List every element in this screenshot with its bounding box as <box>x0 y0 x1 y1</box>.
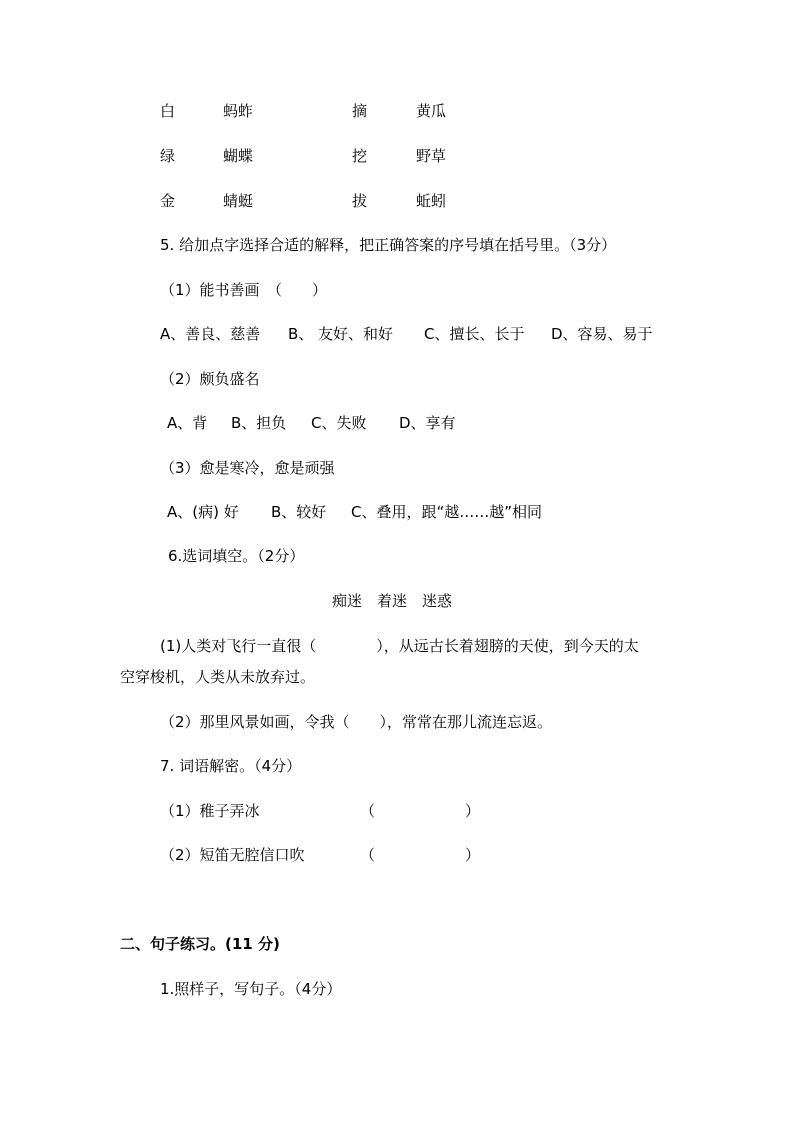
section-2-q1: 1.照样子，写句子。（4分） <box>160 980 342 998</box>
q5-opt2-d: D、享有 <box>399 414 456 432</box>
word-3-b: 蜻蜓 <box>223 192 254 210</box>
q5-sub2: （2）颇负盛名 <box>160 370 260 388</box>
word-1-a: 白 <box>160 102 176 120</box>
q6-sentence-2: （2）那里风景如画，令我（ ），常常在那儿流连忘返。 <box>160 713 553 731</box>
q6-sentence-1: (1)人类对飞行一直很（ ），从远古长着翅膀的天使，到今天的太 <box>160 637 639 655</box>
q6-title: 6.选词填空。（2分） <box>168 547 305 565</box>
word-1-b: 蚂蚱 <box>223 102 254 120</box>
word-1-d: 黄瓜 <box>416 102 447 120</box>
q5-title: 5. 给加点字选择合适的解释，把正确答案的序号填在括号里。（3分） <box>160 236 617 254</box>
q5-opt1-a: A、善良、慈善 <box>160 325 261 343</box>
word-2-b: 蝴蝶 <box>223 147 254 165</box>
word-3-c: 拔 <box>352 192 368 210</box>
word-2-d: 野草 <box>416 147 447 165</box>
q5-opt3-c: C、叠用，跟“越……越”相同 <box>351 503 543 521</box>
q5-opt2-a: A、背 <box>167 414 208 432</box>
q5-opt1-d: D、容易、易于 <box>551 325 653 343</box>
word-1-c: 摘 <box>352 102 368 120</box>
q6-word-bank: 痴迷 着迷 迷惑 <box>332 592 453 610</box>
q5-sub1: （1）能书善画 （ ） <box>160 281 328 299</box>
word-2-c: 挖 <box>352 147 368 165</box>
word-3-d: 蚯蚓 <box>416 192 447 210</box>
q5-opt2-b: B、担负 <box>231 414 287 432</box>
q5-sub3: （3）愈是寒冷，愈是顽强 <box>160 459 335 477</box>
q5-opt3-a: A、(病) 好 <box>167 503 239 521</box>
q5-opt2-c: C、失败 <box>311 414 367 432</box>
section-2-heading: 二、句子练习。(11 分) <box>120 935 280 953</box>
word-2-a: 绿 <box>160 147 176 165</box>
q7-answer-blank-2: （ ） <box>360 846 481 864</box>
q7-answer-blank-1: （ ） <box>360 802 481 820</box>
q7-title: 7. 词语解密。（4分） <box>160 757 302 775</box>
q5-opt3-b: B、较好 <box>271 503 327 521</box>
q5-opt1-b: B、 友好、和好 <box>288 325 394 343</box>
word-3-a: 金 <box>160 192 176 210</box>
q7-item-2: （2）短笛无腔信口吹 <box>160 846 305 864</box>
q5-opt1-c: C、擅长、长于 <box>424 325 525 343</box>
q7-item-1: （1）稚子弄冰 <box>160 802 260 820</box>
q6-sentence-1-cont: 空穿梭机，人类从未放弃过。 <box>120 668 316 686</box>
